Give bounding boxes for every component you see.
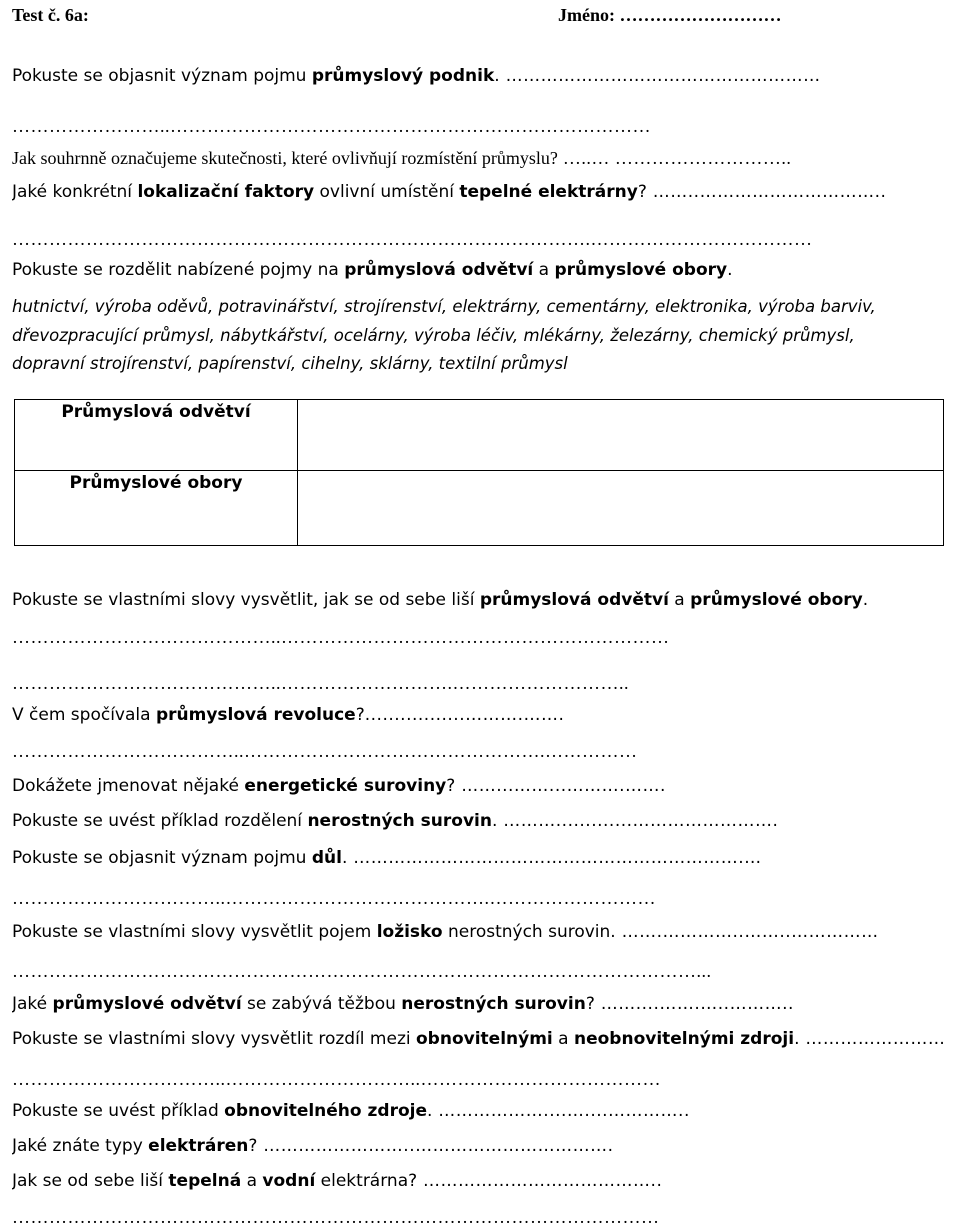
question-energy-resources: Dokážete jmenovat nějaké energetické suroviny? ……...……...……….…….: [12, 776, 666, 796]
question-industrial-company: Pokuste se objasnit význam pojmu průmyslový podnik. ………………………………………………: [12, 66, 821, 86]
terms-line-3: dopravní strojírenství, papírenství, cihelny, sklárny, textilní průmysl: [12, 354, 568, 373]
question-mine: Pokuste se objasnit význam pojmu důl. ………………………………………………………….…: [12, 848, 762, 868]
label-industrial-branches: Průmyslové obory: [15, 471, 298, 546]
answer-line: ……………………………………………………………………………………………: [12, 1207, 660, 1227]
answer-cell-branches[interactable]: [298, 471, 944, 546]
answer-line: ……………………………..…………………………………….………………………: [12, 888, 656, 908]
header: [12, 4, 954, 26]
question-difference-sectors-branches: Pokuste se vlastními slovy vysvětlit, jak se od sebe liší průmyslová odvětví a průmyslové obory.: [12, 590, 869, 610]
question-divide-terms: Pokuste se rozdělit nabízené pojmy na průmyslová odvětví a průmyslové obory.: [12, 260, 733, 280]
name-field: Jméno: ………………………: [558, 5, 782, 25]
question-thermal-plant-factors: Jaké konkrétní lokalizační faktory ovlivní umístění tepelné elektrárny? ……..…………………………..: [12, 182, 887, 202]
answer-line: ………………………………..………………………………………….……………: [12, 741, 638, 761]
answer-cell-sectors[interactable]: [298, 400, 944, 471]
question-mineral-resources: Pokuste se uvést příklad rozdělení nerostných surovin. ……….............…………………….: [12, 811, 779, 831]
label-industrial-sectors: Průmyslová odvětví: [15, 400, 298, 471]
answer-line: ……………………..……………………………………………………………………: [12, 116, 651, 136]
answer-line: ……………………………………..……………………….………………………..: [12, 673, 629, 693]
classification-table: [14, 399, 944, 546]
answer-line: ……………………………………..………………………………………………………: [12, 627, 670, 647]
question-industrial-revolution: V čem spočívala průmyslová revoluce?.................……….…….: [12, 705, 565, 725]
terms-line-1: hutnictví, výroba oděvů, potravinářství, strojírenství, elektrárny, cementárny, elektronika, výroba barviv,: [12, 297, 876, 316]
question-renewable-example: Pokuste se uvést příklad obnovitelného zdroje. ………………....…....…………..: [12, 1101, 690, 1121]
question-thermal-vs-hydro: Jak se od sebe liší tepelná a vodní elektrárna? …………………………………..: [12, 1171, 663, 1191]
question-location-factors: Jak souhrnně označujeme skutečnosti, které ovlivňují rozmístění průmyslu? …..… ………………………..: [12, 148, 792, 168]
question-deposit: Pokuste se vlastními slovy vysvětlit pojem ložisko nerostných surovin. …….…………..……..……………: [12, 922, 879, 942]
answer-line: ……………………………..…………………………..…………………………………: [12, 1069, 661, 1089]
test-number: Test č. 6a:: [12, 5, 89, 25]
answer-line: …………………………………………………………………………………………………...: [12, 961, 712, 981]
question-mining-sector: Jaké průmyslové odvětví se zabývá těžbou nerostných surovin? ……....…….…..………..: [12, 994, 794, 1014]
question-renewable-difference: Pokuste se vlastními slovy vysvětlit rozdíl mezi obnovitelnými a neobnovitelnými zdroji. ……………………: [12, 1029, 946, 1049]
answer-line: ………………………………………………………………………………….………………………………: [12, 229, 813, 249]
terms-line-2: dřevozpracující průmysl, nábytkářství, ocelárny, výroba léčiv, mlékárny, železárny, chemický průmysl,: [12, 326, 855, 345]
question-power-plant-types: Jaké znáte typy elektráren? ……………………..…………………………….: [12, 1136, 614, 1156]
